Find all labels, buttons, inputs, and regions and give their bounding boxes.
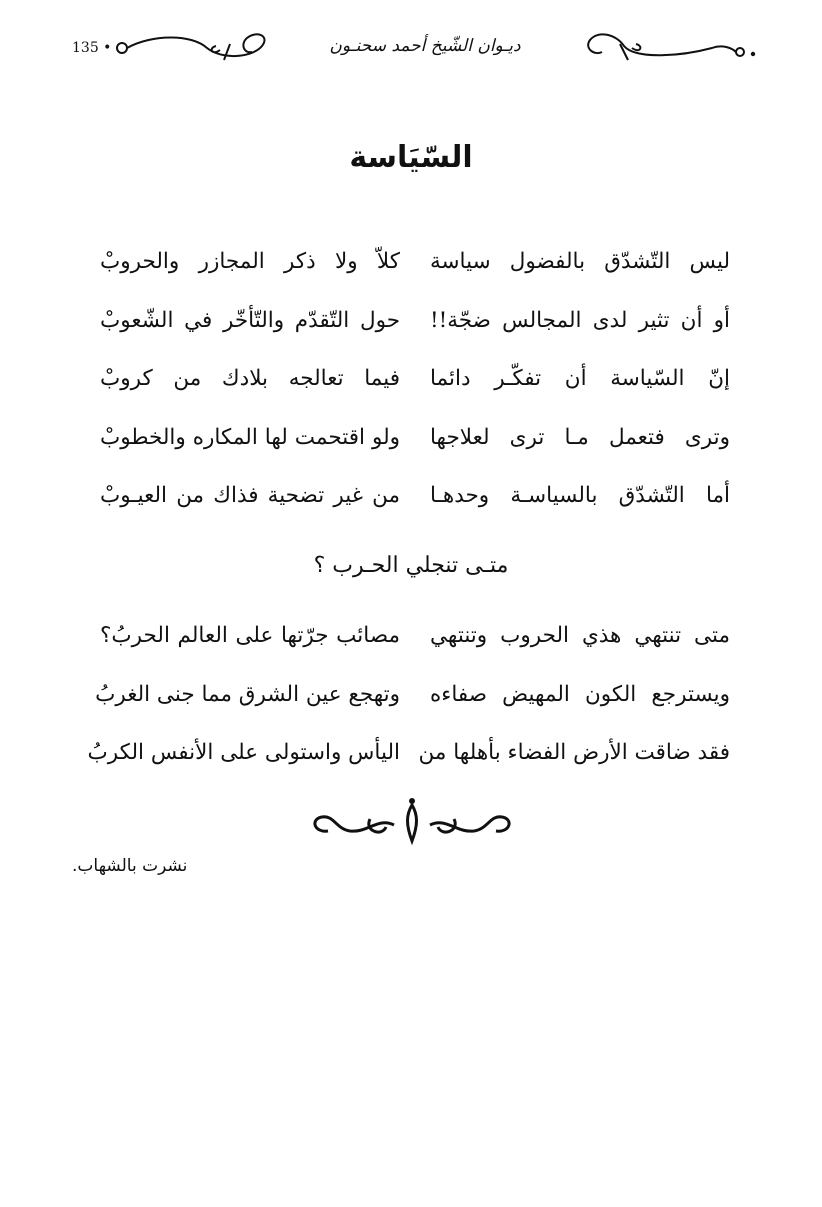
verse-first-hemistich: متى تنتهي هذي الحروب وتنتهي bbox=[430, 623, 730, 648]
verse-line bbox=[87, 735, 730, 794]
verse-second-hemistich: مصائب جرّتها على العالم الحربُ؟ bbox=[100, 623, 400, 648]
verse-line bbox=[100, 478, 730, 537]
verse-first-hemistich: أو أن تثير لدى المجالس ضجّة!! bbox=[430, 307, 730, 333]
closing-flourish-icon bbox=[306, 795, 518, 855]
page-number: 135 • bbox=[72, 40, 112, 56]
verse-line bbox=[100, 244, 730, 303]
verse-line bbox=[100, 303, 730, 362]
poem-title: السّيَاسة bbox=[349, 140, 473, 175]
poem-stanza bbox=[87, 618, 730, 794]
verse-line bbox=[100, 361, 730, 420]
verse-first-hemistich: أما التّشدّق بالسياسـة وحدهـا bbox=[430, 483, 730, 508]
verse-second-hemistich: ولو اقتحمت لها المكاره والخطوبْ bbox=[100, 424, 400, 450]
verse-first-hemistich: ويسترجع الكون المهيض صفاءه bbox=[430, 681, 730, 707]
section-title: متـى تنجلي الحـرب ؟ bbox=[313, 553, 509, 578]
verse-first-hemistich: ليس التّشدّق بالفضول سياسة bbox=[430, 249, 730, 274]
verse-line bbox=[95, 677, 730, 736]
verse-second-hemistich: كلاّ ولا ذكر المجازر والحروبْ bbox=[100, 249, 400, 274]
book-title: ديـوان الشّيخ أحمد سحنـون bbox=[329, 36, 521, 56]
poem-stanza bbox=[100, 244, 730, 537]
header-right-flourish-icon bbox=[572, 26, 757, 66]
verse-line bbox=[100, 618, 730, 677]
verse-second-hemistich: من غير تضحية فذاك من العيـوبْ bbox=[100, 483, 400, 508]
verse-second-hemistich: حول التّقدّم والتّأخّر في الشّعوبْ bbox=[100, 307, 400, 333]
publication-note: نشرت بالشهاب. bbox=[72, 856, 188, 876]
verse-second-hemistich: اليأس واستولى على الأنفس الكربُ bbox=[87, 740, 400, 765]
header-left-flourish-icon bbox=[112, 26, 282, 66]
running-header bbox=[60, 22, 760, 76]
verse-second-hemistich: فيما تعالجه بلادك من كروبْ bbox=[100, 366, 400, 391]
verse-first-hemistich: فقد ضاقت الأرض الفضاء بأهلها من bbox=[418, 740, 730, 765]
verse-second-hemistich: وتهجع عين الشرق مما جنى الغربُ bbox=[95, 681, 400, 707]
verse-first-hemistich: وترى فتعمل مـا ترى لعلاجها bbox=[430, 424, 730, 450]
verse-first-hemistich: إنّ السّياسة أن تفكّـر دائما bbox=[430, 366, 730, 391]
verse-line bbox=[100, 420, 730, 479]
